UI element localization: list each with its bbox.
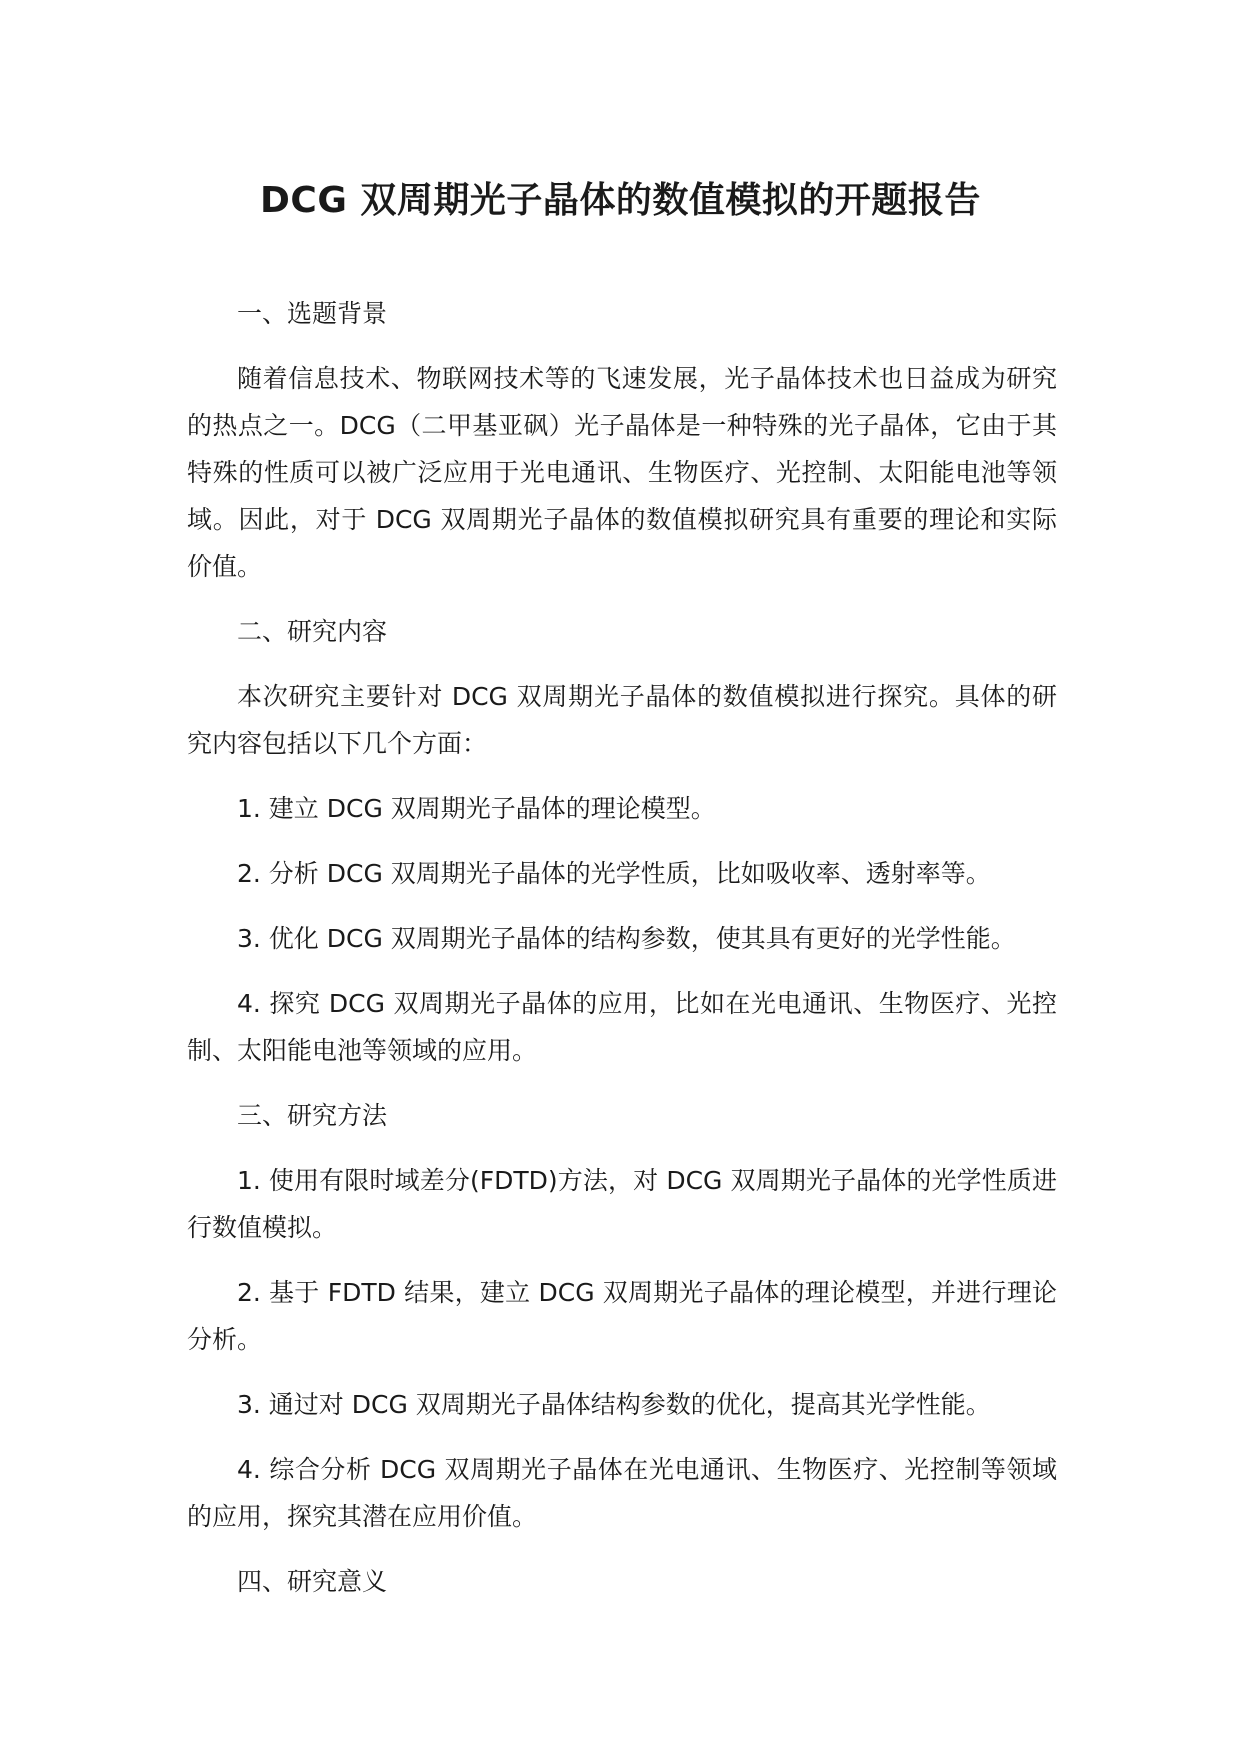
list-item-content-3: 3. 优化 DCG 双周期光子晶体的结构参数，使其具有更好的光学性能。 — [237, 924, 1016, 953]
paragraph-content-intro: 本次研究主要针对 DCG 双周期光子晶体的数值模拟进行探究。具体的研究内容包括以下几个方面： — [187, 682, 1057, 758]
list-item-method-3: 3. 通过对 DCG 双周期光子晶体结构参数的优化，提高其光学性能。 — [237, 1390, 991, 1419]
list-item-content-1: 1. 建立 DCG 双周期光子晶体的理论模型。 — [237, 794, 716, 823]
section-heading-methods: 三、研究方法 — [237, 1101, 388, 1130]
section-heading-significance: 四、研究意义 — [237, 1567, 388, 1596]
list-item-method-2: 2. 基于 FDTD 结果，建立 DCG 双周期光子晶体的理论模型，并进行理论分析。 — [187, 1278, 1057, 1354]
section-heading-background: 一、选题背景 — [237, 299, 388, 328]
list-item-content-4: 4. 探究 DCG 双周期光子晶体的应用，比如在光电通讯、生物医疗、光控制、太阳能电池等领域的应用。 — [187, 989, 1057, 1065]
list-item-method-1: 1. 使用有限时域差分(FDTD)方法，对 DCG 双周期光子晶体的光学性质进行数值模拟。 — [187, 1166, 1057, 1242]
section-heading-content: 二、研究内容 — [237, 617, 388, 646]
document-body — [187, 290, 1057, 1623]
paragraph-background: 随着信息技术、物联网技术等的飞速发展，光子晶体技术也日益成为研究的热点之一。DCG（二甲基亚砜）光子晶体是一种特殊的光子晶体，它由于其特殊的性质可以被广泛应用于光电通讯、生物医疗、光控制、太阳能电池等领域。因此，对于 DCG 双周期光子晶体的数值模拟研究具有重要的理论和实际价值。 — [187, 364, 1057, 581]
document-title: DCG 双周期光子晶体的数值模拟的开题报告 — [260, 180, 981, 221]
list-item-content-2: 2. 分析 DCG 双周期光子晶体的光学性质，比如吸收率、透射率等。 — [237, 859, 991, 888]
list-item-method-4: 4. 综合分析 DCG 双周期光子晶体在光电通讯、生物医疗、光控制等领域的应用，探究其潜在应用价值。 — [187, 1455, 1057, 1531]
